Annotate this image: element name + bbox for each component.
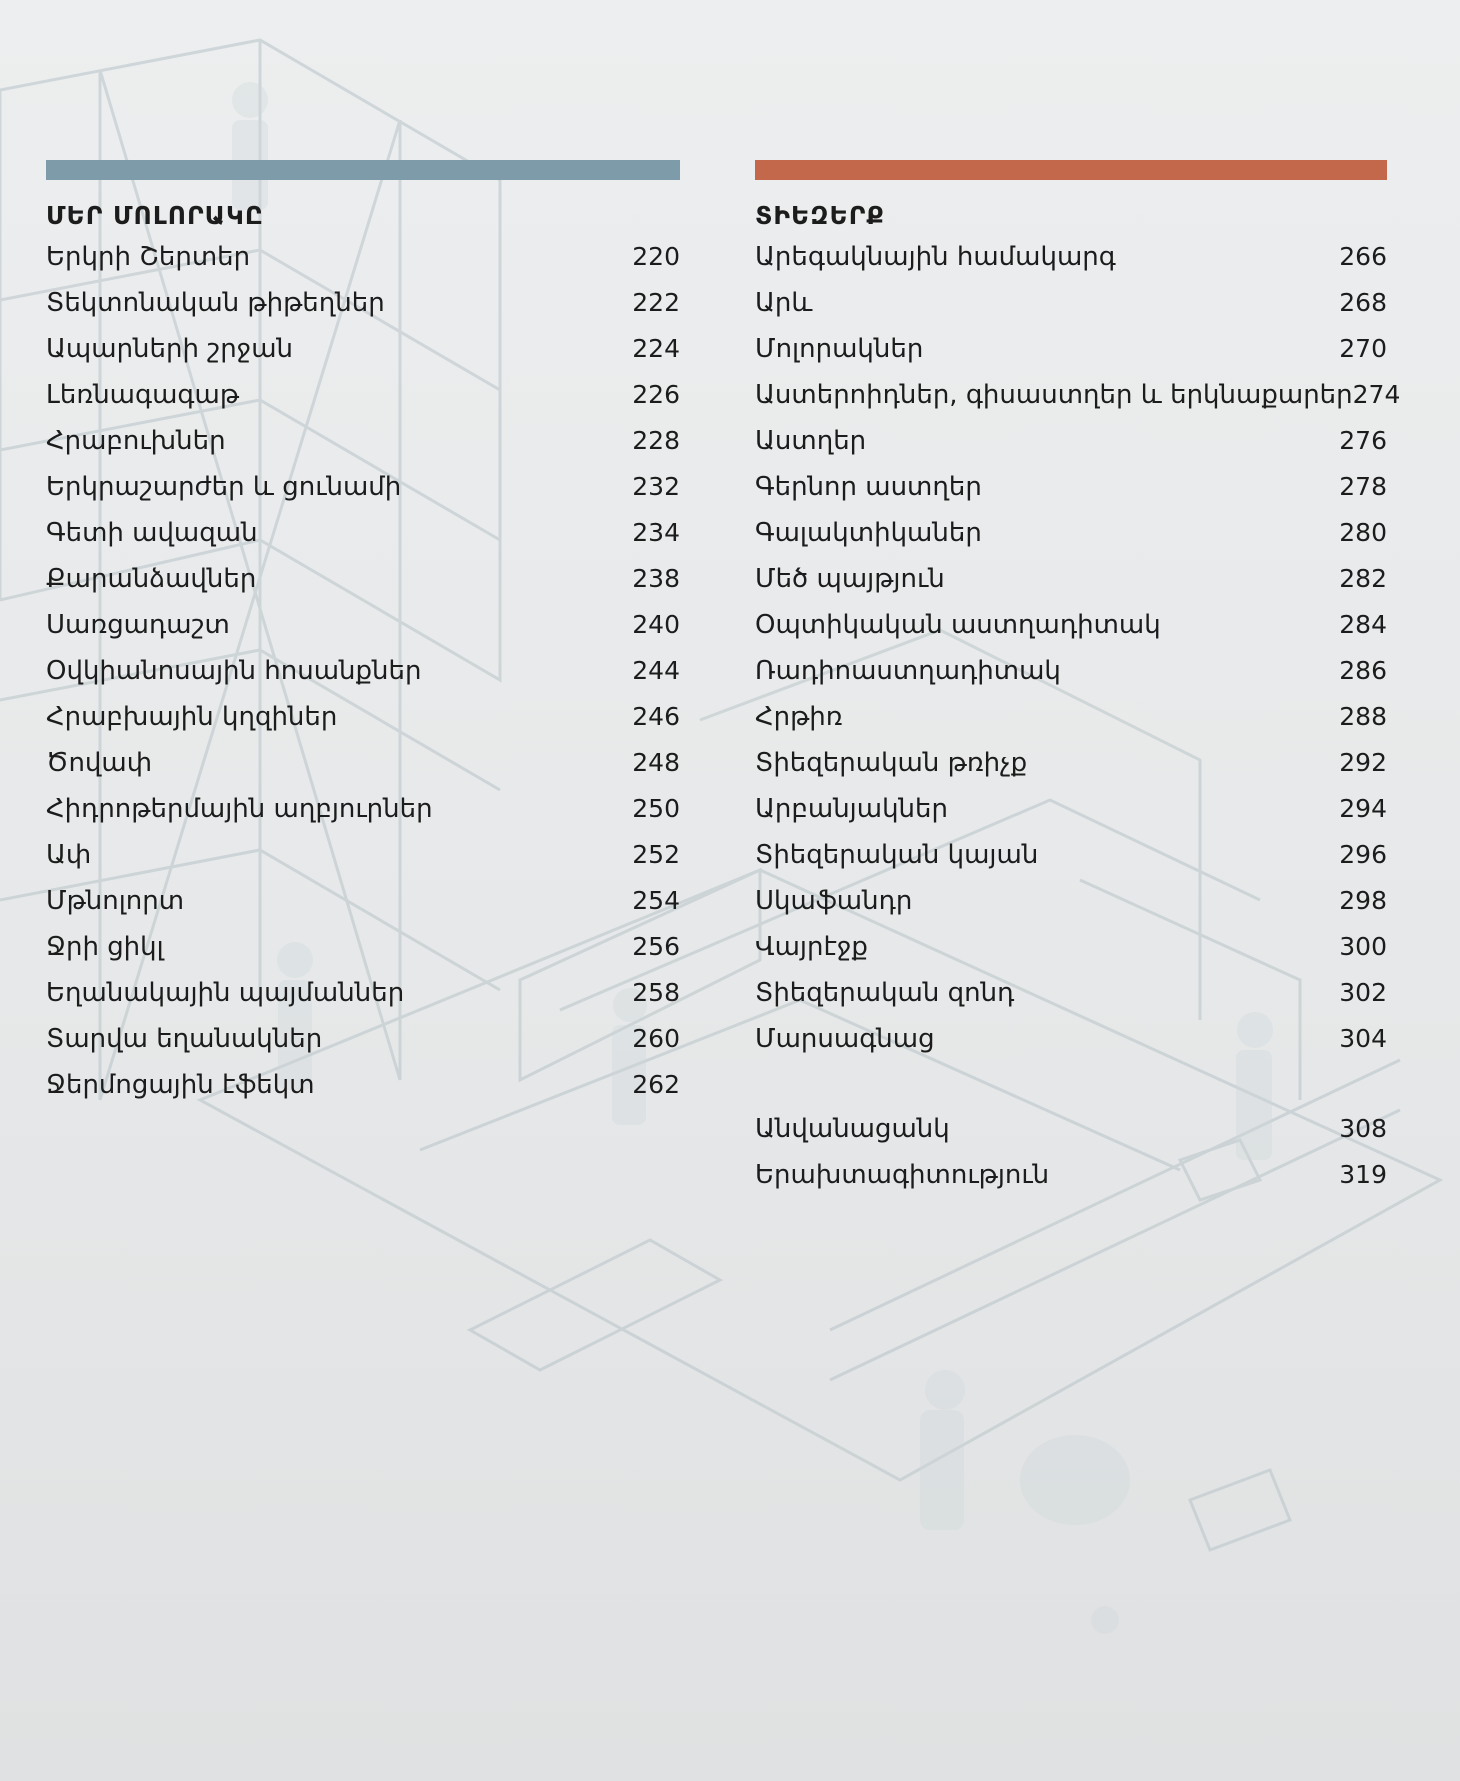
- entry-title: Ափ: [46, 840, 92, 870]
- toc-entry: [755, 602, 1387, 648]
- toc-entry: [46, 1062, 680, 1108]
- entry-page: 280: [1339, 518, 1387, 547]
- toc-entry: [755, 1106, 1387, 1152]
- entry-page: 298: [1339, 886, 1387, 915]
- entry-title: Ծովափ: [46, 748, 153, 778]
- entry-page: 274: [1352, 380, 1401, 409]
- toc-entry: [46, 740, 680, 786]
- toc-entry: [46, 326, 680, 372]
- entry-title: Ռադիոաստղադիտակ: [755, 656, 1061, 686]
- entry-title: Աստերոիդներ, գիսաստղեր և երկնաքարեր: [755, 380, 1353, 410]
- entry-page: 288: [1339, 702, 1387, 731]
- entry-title: Ջրի ցիկլ: [46, 932, 164, 962]
- entry-page: 300: [1339, 932, 1387, 961]
- toc-entry: [755, 372, 1401, 418]
- entry-page: 304: [1339, 1024, 1387, 1053]
- entry-title: Օվկիանոսային հոսանքներ: [46, 656, 422, 686]
- entry-title: Եղանակային պայմաններ: [46, 978, 405, 1008]
- entry-title: Լեռնագագաթ: [46, 380, 240, 410]
- toc-entry: [755, 924, 1387, 970]
- toc-list-backmatter: [755, 1106, 1387, 1198]
- toc-entry: [755, 556, 1387, 602]
- toc-entry: [755, 970, 1387, 1016]
- entry-title: Ապարների շրջան: [46, 334, 294, 364]
- entry-title: Հրթիռ: [755, 702, 843, 732]
- toc-entry: [755, 326, 1387, 372]
- toc-entry: [755, 694, 1387, 740]
- entry-title: Վայրէջք: [755, 932, 868, 962]
- section-heading: ՄԵՐ ՄՈԼՈՐԱԿԸ: [46, 201, 264, 230]
- entry-page: 284: [1339, 610, 1387, 639]
- toc-entry: [755, 464, 1387, 510]
- toc-entry: [46, 878, 680, 924]
- list-gap: [755, 1062, 1387, 1106]
- toc-entry: [46, 464, 680, 510]
- entry-title: Տեկտոնական թիթեղներ: [46, 288, 385, 318]
- entry-page: 270: [1339, 334, 1387, 363]
- toc-entry: [46, 1016, 680, 1062]
- toc-entry: [755, 280, 1387, 326]
- section-color-bar: [755, 160, 1387, 180]
- entry-page: 240: [632, 610, 680, 639]
- entry-title: Օպտիկական աստղադիտակ: [755, 610, 1161, 640]
- entry-page: 302: [1339, 978, 1387, 1007]
- toc-entry: [755, 878, 1387, 924]
- toc-entry: [46, 924, 680, 970]
- entry-title: Տարվա եղանակներ: [46, 1024, 323, 1054]
- entry-page: 220: [632, 242, 680, 271]
- entry-title: Արբանյակներ: [755, 794, 948, 824]
- toc-entry: [46, 510, 680, 556]
- toc-entry: [46, 694, 680, 740]
- toc-entry: [755, 1152, 1387, 1198]
- toc-list: [755, 234, 1401, 1062]
- toc-entry: [755, 740, 1387, 786]
- entry-page: 282: [1339, 564, 1387, 593]
- entry-page: 250: [632, 794, 680, 823]
- entry-title: Երախտագիտություն: [755, 1160, 1050, 1190]
- toc-entry: [46, 832, 680, 878]
- toc-entry: [46, 786, 680, 832]
- entry-page: 256: [632, 932, 680, 961]
- toc-entry: [755, 1016, 1387, 1062]
- toc-entry: [46, 372, 680, 418]
- entry-page: 296: [1339, 840, 1387, 869]
- entry-page: 234: [632, 518, 680, 547]
- entry-page: 224: [632, 334, 680, 363]
- entry-title: Հրաբխային կղզիներ: [46, 702, 338, 732]
- entry-title: Մոլորակներ: [755, 334, 924, 364]
- toc-entry: [46, 602, 680, 648]
- toc-entry: [755, 418, 1387, 464]
- entry-page: 262: [632, 1070, 680, 1099]
- toc-entry: [755, 786, 1387, 832]
- toc-entry: [46, 970, 680, 1016]
- section-color-bar: [46, 160, 680, 180]
- entry-title: Մեծ պայթյուն: [755, 564, 945, 594]
- entry-title: Հրաբուխներ: [46, 426, 226, 456]
- toc-section-universe: [755, 160, 1401, 1198]
- section-heading: ՏԻԵԶԵՐՔ: [755, 201, 885, 230]
- entry-title: Ջերմոցային էֆեկտ: [46, 1070, 315, 1100]
- entry-page: 258: [632, 978, 680, 1007]
- entry-title: Անվանացանկ: [755, 1114, 950, 1144]
- entry-page: 228: [632, 426, 680, 455]
- entry-title: Տիեզերական թռիչք: [755, 748, 1028, 778]
- entry-title: Արեգակնային համակարգ: [755, 242, 1116, 272]
- entry-title: Տիեզերական զոնդ: [755, 978, 1015, 1008]
- toc-entry: [755, 832, 1387, 878]
- entry-page: 232: [632, 472, 680, 501]
- entry-title: Մթնոլորտ: [46, 886, 185, 916]
- toc-section-our-planet: [46, 160, 680, 1108]
- entry-page: 248: [632, 748, 680, 777]
- entry-title: Երկրաշարժեր և ցունամի: [46, 472, 402, 502]
- toc-entry: [46, 556, 680, 602]
- entry-page: 260: [632, 1024, 680, 1053]
- entry-page: 246: [632, 702, 680, 731]
- entry-page: 254: [632, 886, 680, 915]
- entry-page: 244: [632, 656, 680, 685]
- entry-title: Գերնոր աստղեր: [755, 472, 982, 502]
- entry-page: 238: [632, 564, 680, 593]
- toc-entry: [46, 234, 680, 280]
- entry-page: 268: [1339, 288, 1387, 317]
- entry-title: Հիդրոթերմային աղբյուրներ: [46, 794, 433, 824]
- entry-page: 226: [632, 380, 680, 409]
- entry-title: Գալակտիկաներ: [755, 518, 982, 548]
- toc-entry: [755, 234, 1387, 280]
- toc-entry: [46, 648, 680, 694]
- toc-entry: [46, 280, 680, 326]
- entry-title: Երկրի Շերտեր: [46, 242, 251, 272]
- entry-title: Աստղեր: [755, 426, 867, 456]
- entry-title: Քարանձավներ: [46, 564, 257, 594]
- entry-page: 319: [1339, 1160, 1387, 1189]
- entry-page: 276: [1339, 426, 1387, 455]
- entry-title: Արև: [755, 288, 813, 318]
- entry-page: 278: [1339, 472, 1387, 501]
- entry-page: 286: [1339, 656, 1387, 685]
- entry-title: Գետի ավազան: [46, 518, 258, 548]
- entry-title: Մարսագնաց: [755, 1024, 935, 1054]
- toc-list: [46, 234, 680, 1108]
- entry-title: Սկաֆանդր: [755, 886, 913, 916]
- entry-page: 308: [1339, 1114, 1387, 1143]
- entry-page: 252: [632, 840, 680, 869]
- toc-entry: [46, 418, 680, 464]
- entry-page: 266: [1339, 242, 1387, 271]
- entry-title: Սառցադաշտ: [46, 610, 230, 640]
- toc-entry: [755, 510, 1387, 556]
- entry-page: 294: [1339, 794, 1387, 823]
- toc-entry: [755, 648, 1387, 694]
- entry-title: Տիեզերական կայան: [755, 840, 1039, 870]
- entry-page: 292: [1339, 748, 1387, 777]
- entry-page: 222: [632, 288, 680, 317]
